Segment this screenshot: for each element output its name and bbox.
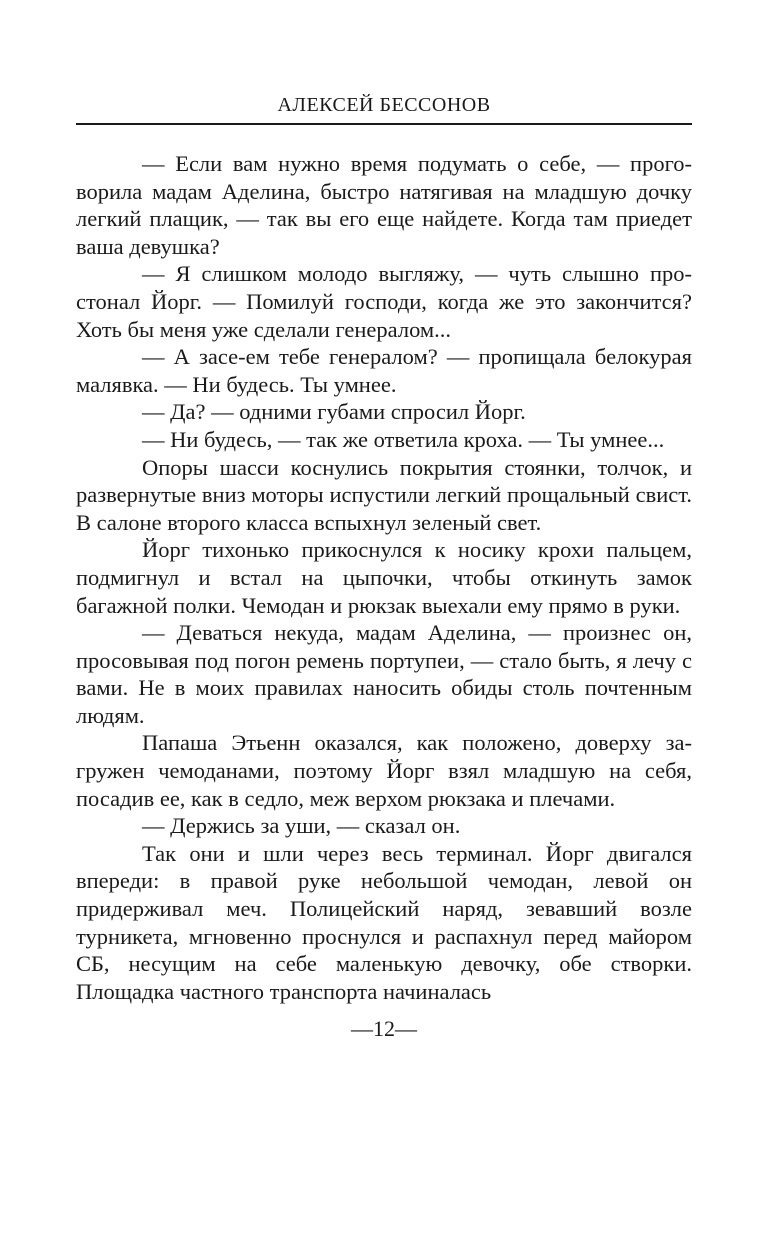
- page-number: —12—: [351, 1016, 417, 1041]
- paragraph: — Да? — одними губами спросил Йорг.: [142, 399, 526, 425]
- paragraph: — Если вам нужно время подумать о себе, — проговорила мадам Аделина, быстро натягивая на младшую дочку легкий плащик, — так вы его еще найдете. Когда там приедет ваша девушка?: [76, 151, 692, 259]
- paragraph: — А засе-ем тебе генералом? — пропищала белокурая малявка. — Ни будесь. Ты умнее.: [76, 344, 692, 397]
- paragraph: — Деваться некуда, мадам Аделина, — произнес он, просовывая под погон ремень портупеи, — стало быть, я лечу с вами. Не в моих правилах наносить обиды столь почтенным людям.: [76, 620, 692, 728]
- running-header: АЛЕКСЕЙ БЕССОНОВ: [277, 94, 491, 116]
- paragraph: Так они и шли через весь терминал. Йорг двигался впереди: в правой руке небольшой чемодан, левой он придерживал меч. Полицейский наряд, зевавший возле турникета, мгновенно проснулся и распахнул перед майором СБ, несущим на себе маленькую девочку, обе створки. Площадка частного транспорта начиналась: [76, 840, 692, 1004]
- paragraph: — Ни будесь, — так же ответила кроха. — Ты умнее...: [142, 426, 665, 452]
- header-rule: [76, 123, 692, 125]
- paragraph: Йорг тихонько прикоснулся к носику крохи пальцем, подмигнул и встал на цыпочки, чтобы откинуть замок багажной полки. Чемодан и рюкзак выехали ему прямо в руки.: [76, 537, 692, 618]
- paragraph: — Я слишком молодо выгляжу, — чуть слышно простонал Йорг. — Помилуй господи, когда же это закончится? Хоть бы меня уже сделали генералом...: [76, 261, 692, 342]
- body-text: [76, 150, 692, 1005]
- paragraph: Папаша Этьенн оказался, как положено, доверху загружен чемоданами, поэтому Йорг взял младшую на себя, посадив ее, как в седло, меж верхом рюкзака и плечами.: [76, 730, 692, 811]
- paragraph: Опоры шасси коснулись покрытия стоянки, толчок, и развернутые вниз моторы испустили легкий прощальный свист. В салоне второго класса вспыхнул зеленый свет.: [76, 454, 692, 535]
- paragraph: — Держись за уши, — сказал он.: [142, 813, 461, 839]
